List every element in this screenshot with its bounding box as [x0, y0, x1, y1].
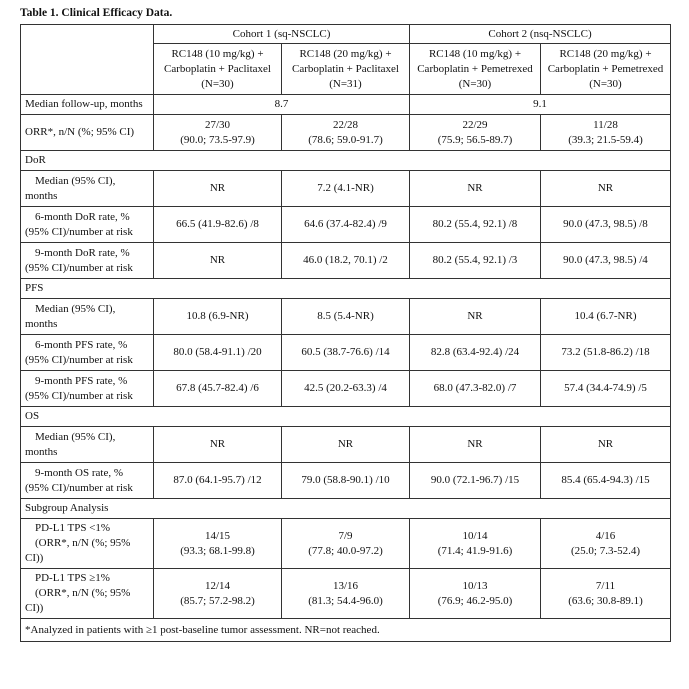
cell: 8.5 (5.4-NR) — [282, 299, 410, 335]
cell: 66.5 (41.9-82.6) /8 — [154, 207, 282, 243]
cell: 80.2 (55.4, 92.1) /8 — [410, 207, 541, 243]
cell: 14/15 (93.3; 68.1-99.8) — [154, 519, 282, 569]
table-row — [21, 335, 671, 371]
table-row — [21, 243, 671, 279]
cell: 7/9 (77.8; 40.0-97.2) — [282, 519, 410, 569]
cell: 82.8 (63.4-92.4) /24 — [410, 335, 541, 371]
cell: 9.1 — [410, 95, 671, 115]
section-row — [21, 151, 671, 171]
row-label: 6-month DoR rate, % (95% CI)/number at risk — [21, 207, 154, 243]
cell: NR — [154, 243, 282, 279]
cell: 67.8 (45.7-82.4) /6 — [154, 371, 282, 407]
cell: 12/14 (85.7; 57.2-98.2) — [154, 569, 282, 619]
section-header-subgroup: Subgroup Analysis — [21, 499, 671, 519]
cell: 8.7 — [154, 95, 410, 115]
cohort-2-header: Cohort 2 (nsq-NSCLC) — [410, 25, 671, 44]
section-row — [21, 279, 671, 299]
cell: NR — [541, 427, 671, 463]
arm-header: RC148 (20 mg/kg) + Carboplatin + Paclitaxel (N=31) — [282, 44, 410, 95]
section-row — [21, 407, 671, 427]
cell: 10.4 (6.7-NR) — [541, 299, 671, 335]
row-label: 9-month DoR rate, % (95% CI)/number at risk — [21, 243, 154, 279]
cell: 90.0 (47.3, 98.5) /8 — [541, 207, 671, 243]
cell: 4/16 (25.0; 7.3-52.4) — [541, 519, 671, 569]
cell: 10/14 (71.4; 41.9-91.6) — [410, 519, 541, 569]
row-label: PD-L1 TPS <1% (ORR*, n/N (%; 95% CI)) — [21, 519, 154, 569]
table-row — [21, 171, 671, 207]
cell: 22/29 (75.9; 56.5-89.7) — [410, 115, 541, 151]
row-label: Median follow-up, months — [21, 95, 154, 115]
cell: 7.2 (4.1-NR) — [282, 171, 410, 207]
section-header-pfs: PFS — [21, 279, 671, 299]
row-label: 9-month OS rate, % (95% CI)/number at risk — [21, 463, 154, 499]
cell: 13/16 (81.3; 54.4-96.0) — [282, 569, 410, 619]
cell: 79.0 (58.8-90.1) /10 — [282, 463, 410, 499]
table-row — [21, 95, 671, 115]
row-label: Median (95% CI), months — [21, 299, 154, 335]
cell: NR — [410, 171, 541, 207]
table-title: Table 1. Clinical Efficacy Data. — [20, 7, 173, 19]
cell: 85.4 (65.4-94.3) /15 — [541, 463, 671, 499]
cell: 87.0 (64.1-95.7) /12 — [154, 463, 282, 499]
cell: NR — [410, 427, 541, 463]
arm-header: RC148 (10 mg/kg) + Carboplatin + Pemetrexed (N=30) — [410, 44, 541, 95]
cell: 7/11 (63.6; 30.8-89.1) — [541, 569, 671, 619]
arm-header: RC148 (10 mg/kg) + Carboplatin + Paclitaxel (N=30) — [154, 44, 282, 95]
cell: 90.0 (47.3, 98.5) /4 — [541, 243, 671, 279]
footnote: *Analyzed in patients with ≥1 post-baseline tumor assessment. NR=not reached. — [21, 619, 671, 642]
row-label: ORR*, n/N (%; 95% CI) — [21, 115, 154, 151]
section-header-os: OS — [21, 407, 671, 427]
row-label: 9-month PFS rate, % (95% CI)/number at risk — [21, 371, 154, 407]
cell: 10/13 (76.9; 46.2-95.0) — [410, 569, 541, 619]
cell: NR — [410, 299, 541, 335]
cell: 42.5 (20.2-63.3) /4 — [282, 371, 410, 407]
cohort-header-row — [21, 25, 671, 44]
clinical-efficacy-table — [20, 24, 671, 642]
table-row — [21, 463, 671, 499]
row-label: Median (95% CI), months — [21, 171, 154, 207]
cell: NR — [541, 171, 671, 207]
cell: 73.2 (51.8-86.2) /18 — [541, 335, 671, 371]
cell: 22/28 (78.6; 59.0-91.7) — [282, 115, 410, 151]
cohort-1-header: Cohort 1 (sq-NSCLC) — [154, 25, 410, 44]
table-row — [21, 299, 671, 335]
row-label: PD-L1 TPS ≥1% (ORR*, n/N (%; 95% CI)) — [21, 569, 154, 619]
section-row — [21, 499, 671, 519]
table-row — [21, 519, 671, 569]
cell: 80.2 (55.4, 92.1) /3 — [410, 243, 541, 279]
cell: 64.6 (37.4-82.4) /9 — [282, 207, 410, 243]
cell: 11/28 (39.3; 21.5-59.4) — [541, 115, 671, 151]
table-row — [21, 207, 671, 243]
table-row — [21, 569, 671, 619]
cell: 57.4 (34.4-74.9) /5 — [541, 371, 671, 407]
footnote-row — [21, 619, 671, 642]
cell: 60.5 (38.7-76.6) /14 — [282, 335, 410, 371]
cell: 90.0 (72.1-96.7) /15 — [410, 463, 541, 499]
cell: 68.0 (47.3-82.0) /7 — [410, 371, 541, 407]
cell: NR — [154, 427, 282, 463]
corner-cell — [21, 25, 154, 95]
arm-header: RC148 (20 mg/kg) + Carboplatin + Pemetrexed (N=30) — [541, 44, 671, 95]
table-row — [21, 115, 671, 151]
table-row — [21, 371, 671, 407]
cell: NR — [282, 427, 410, 463]
cell: NR — [154, 171, 282, 207]
cell: 10.8 (6.9-NR) — [154, 299, 282, 335]
row-label: 6-month PFS rate, % (95% CI)/number at risk — [21, 335, 154, 371]
section-header-dor: DoR — [21, 151, 671, 171]
row-label: Median (95% CI), months — [21, 427, 154, 463]
table-row — [21, 427, 671, 463]
cell: 80.0 (58.4-91.1) /20 — [154, 335, 282, 371]
cell: 46.0 (18.2, 70.1) /2 — [282, 243, 410, 279]
cell: 27/30 (90.0; 73.5-97.9) — [154, 115, 282, 151]
